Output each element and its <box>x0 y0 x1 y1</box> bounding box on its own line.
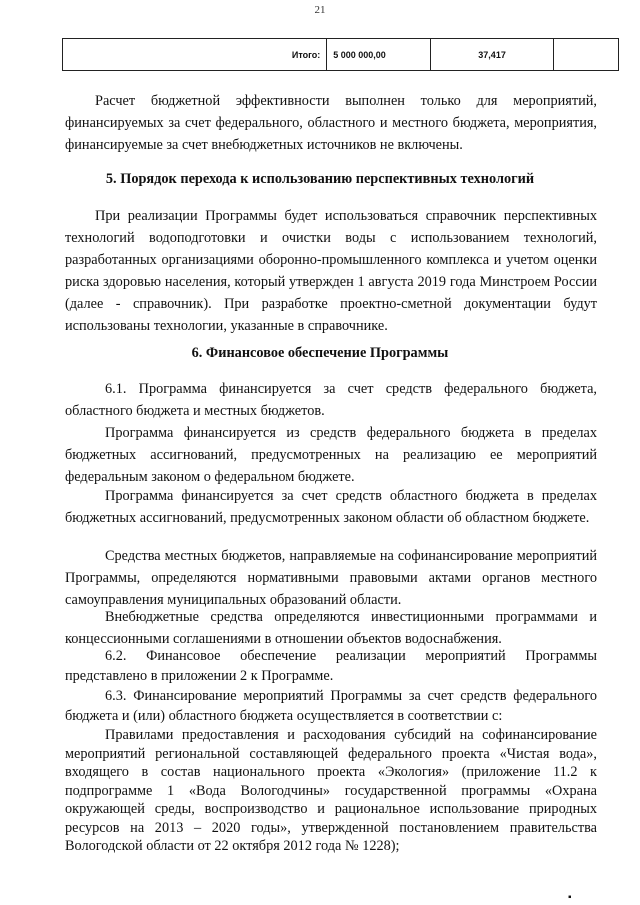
paragraph-budget-efficiency: Расчет бюджетной эффективности выполнен только для мероприятий, финансируемых за счет федерального, областного и местного бюджета, мероприятия, финансируемые за счет внебюджетных источников не включены. <box>65 93 597 153</box>
paragraph-technologies: При реализации Программы будет использоваться справочник перспективных технологий водоподготовки и очистки воды с использованием технологий, разработанных организациями оборонно-промышленного комплекса и учетом оценки риска здоровью населения, который утвержден 1 августа 2019 года Минстроем России (далее - справочник). При разработке проектно-сметной документации будут использованы технологии, указанные в справочнике. <box>65 208 597 334</box>
total-amount: 5 000 000,00 <box>327 39 431 71</box>
scan-mark: ▪ <box>568 892 572 903</box>
paragraph-subsidy-rules: Правилами предоставления и расходования субсидий на софинансирование мероприятий региональной составляющей федерального проекта «Чистая вода», входящего в состав национального проекта «Экология» (приложение 11.2 к подпрограмме 1 «Вода Вологодчины» государственной программы «Охрана окружающей среды, воспроизводство и рациональное использование природных ресурсов на 2013 – 2020 годы», утвержденной постановлением правительства Вологодской области от 22 октября 2012 года № 1228); <box>65 727 597 854</box>
total-empty-cell <box>553 39 618 71</box>
total-label: Итого: <box>63 39 327 71</box>
page-number: 21 <box>314 4 326 16</box>
total-table <box>62 38 619 71</box>
paragraph-extrabudgetary: Внебюджетные средства определяются инвестиционными программами и концессионными соглашениями в отношении объектов водоснабжения. <box>65 609 597 647</box>
paragraph-6-1: 6.1. Программа финансируется за счет средств федерального бюджета, областного бюджета и местных бюджетов. <box>65 381 597 419</box>
paragraph-6-3: 6.3. Финансирование мероприятий Программы за счет средств федерального бюджета и (или) областного бюджета осуществляется в соответствии с: <box>65 688 597 724</box>
table-row <box>63 39 619 71</box>
paragraph-6-2: 6.2. Финансовое обеспечение реализации мероприятий Программы представлено в приложении 2 к Программе. <box>65 648 597 684</box>
total-value: 37,417 <box>431 39 553 71</box>
paragraph-regional-budget: Программа финансируется за счет средств областного бюджета в пределах бюджетных ассигнований, предусмотренных законом области об областном бюджете. <box>65 488 597 526</box>
section-5-heading: 5. Порядок перехода к использованию перспективных технологий <box>105 171 535 187</box>
paragraph-federal-budget: Программа финансируется из средств федерального бюджета в пределах бюджетных ассигнований, предусмотренных на реализацию ее мероприятий федеральным законом о федеральном бюджете. <box>65 425 597 485</box>
section-6-heading: 6. Финансовое обеспечение Программы <box>191 345 449 361</box>
paragraph-local-budgets: Средства местных бюджетов, направляемые на софинансирование мероприятий Программы, определяются нормативными правовыми актами органов местного самоуправления муниципальных образований области. <box>65 548 597 608</box>
